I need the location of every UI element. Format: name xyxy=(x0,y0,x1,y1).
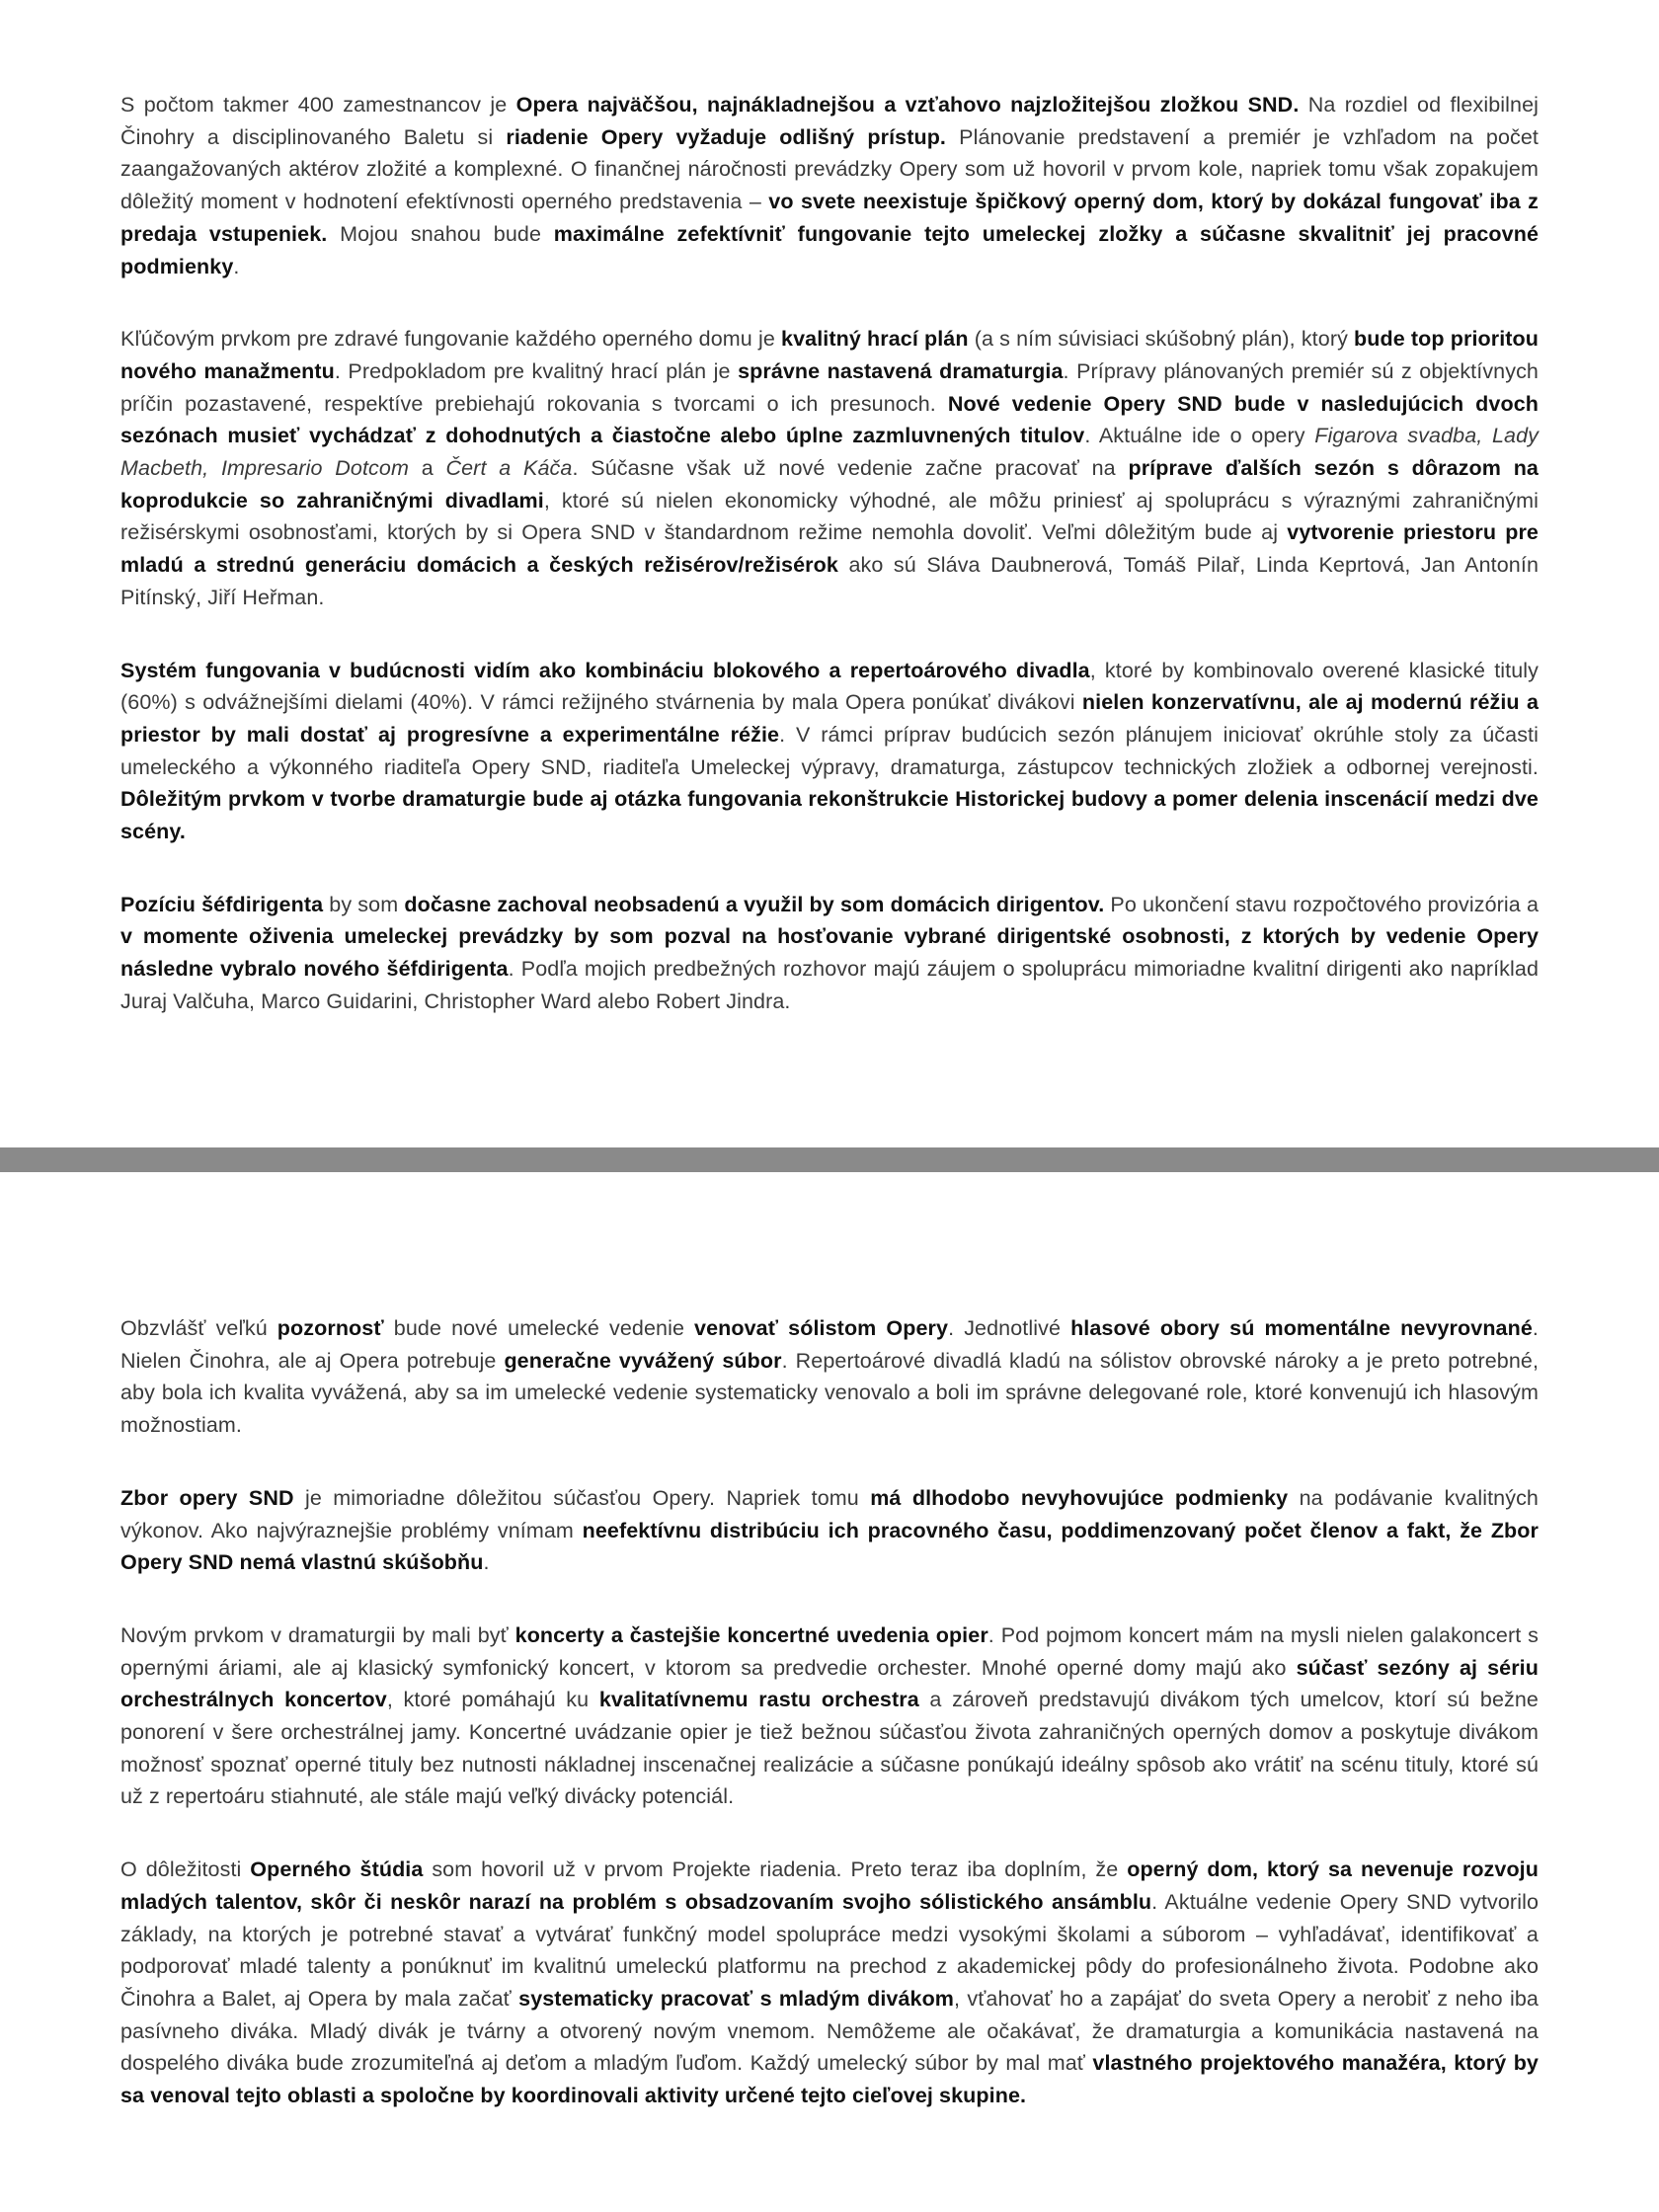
bold-text-run: dočasne zachoval neobsadenú a využil by som domácich dirigentov. xyxy=(404,892,1105,916)
paragraph-concerts xyxy=(120,1620,1539,1813)
text-run: . Podľa mojich predbežných rozhovor majú záujem o spoluprácu mimoriadne kvalitní dirigenti ako napríklad Juraj Valčuha, Marco Guidarini, Christopher Ward alebo Robert Jindra. xyxy=(120,957,1539,1013)
bold-text-run: Zbor opery SND xyxy=(120,1485,294,1510)
page-1-body xyxy=(120,89,1539,1059)
text-run: O dôležitosti xyxy=(120,1857,251,1882)
text-run: som hovoril už v prvom Projekte riadenia. Preto teraz iba doplním, že xyxy=(423,1857,1128,1882)
text-run: , ktoré sú nielen ekonomicky výhodné, ale môžu priniesť aj spoluprácu s výraznými zahraničnými režisérskymi osobnosťami, ktorých by si Opera SND v štandardnom režime nemohla dovoliť. Veľmi dôležitým bude aj xyxy=(120,488,1539,545)
bold-text-run: správne nastavená dramaturgia xyxy=(738,358,1064,383)
text-run: by som xyxy=(323,892,405,916)
bold-text-run: kvalitatívnemu rastu orchestra xyxy=(598,1688,919,1712)
text-run: a xyxy=(408,456,446,481)
bold-text-run: bude top prioritou nového manažmentu xyxy=(120,327,1540,383)
bold-text-run: Dôležitým prvkom v tvorbe dramaturgie bude aj otázka fungovania rekonštrukcie Historickej budovy a pomer delenia inscenácií medzi dve scény. xyxy=(120,787,1539,844)
bold-text-run: koncerty a častejšie koncertné uvedenia opier xyxy=(514,1622,988,1647)
text-run: . Aktuálne vedenie Opery SND vytvorilo základy, na ktorých je potrebné stavať a vytvárať funkčný model spolupráce medzi vysokými školami a súborom – vyhľadávať, identifikovať a podporovať mladé talenty a ponúknuť im kvalitnú umeleckú platformu na prechod z akademickej pôdy do profesionálneho života. Podobne ako Činohra a Balet, aj Opera by mala začať xyxy=(120,1889,1540,2011)
page-separator xyxy=(0,1147,1659,1172)
bold-text-run: generačne vyvážený súbor xyxy=(504,1348,782,1373)
text-run: S počtom takmer 400 zamestnancov je xyxy=(120,93,516,117)
text-run: bude nové umelecké vedenie xyxy=(383,1316,695,1340)
bold-text-run: vo svete neexistuje špičkový operný dom, ktorý by dokázal fungovať iba z predaja vstupeniek. xyxy=(120,190,1539,246)
bold-text-run: riadenie Opery vyžaduje odlišný prístup. xyxy=(506,124,947,149)
text-run: ako sú Sláva Daubnerová, Tomáš Pilař, Linda Keprtová, Jan Antonín Pitínský, Jiří Heřman. xyxy=(120,553,1540,609)
bold-text-run: Nové vedenie Opery SND bude v nasledujúcich dvoch sezónach musieť vychádzať z dohodnutých a čiastočne alebo úplne zazmluvnených titulov xyxy=(120,391,1539,448)
text-run: . Nielen Činohra, ale aj Opera potrebuje xyxy=(120,1316,1539,1373)
text-run: Na rozdiel od flexibilnej Činohry a disciplinovaného Baletu si xyxy=(120,93,1539,149)
text-run: (a s ním súvisiaci skúšobný plán), ktorý xyxy=(968,327,1355,352)
paragraph-chief-conductor xyxy=(120,889,1539,1018)
text-run: je mimoriadne dôležitou súčasťou Opery. Napriek tomu xyxy=(293,1485,871,1510)
italic-text-run: Čert a Káča xyxy=(445,456,573,481)
bold-text-run: systematicky pracovať s mladým divákom xyxy=(518,1986,955,2011)
text-run: . Prípravy plánovaných premiér sú z objektívnych príčin pozastavené, respektíve prebiehajú rokovania s tvorcami o ich presunoch. xyxy=(120,358,1539,416)
bold-text-run: operný dom, ktorý sa nevenuje rozvoju mladých talentov, skôr či neskôr narazí na problém s obsadzovaním svojho sólistického ansámblu xyxy=(120,1857,1539,1914)
paragraph-repertoire-plan xyxy=(120,323,1539,613)
text-run: . Súčasne však už nové vedenie začne pracovať na xyxy=(572,456,1129,481)
bold-text-run: hlasové obory sú momentálne nevyrovnané xyxy=(1070,1316,1533,1340)
document-page-2 xyxy=(0,1172,1659,2212)
text-run: , ktoré pomáhajú ku xyxy=(386,1688,599,1712)
text-run: Novým prvkom v dramaturgii by mali byť xyxy=(120,1622,515,1647)
bold-text-run: Systém fungovania v budúcnosti vidím ako kombináciu blokového a repertoárového divadla xyxy=(120,658,1090,682)
paragraph-soloists xyxy=(120,1312,1539,1442)
bold-text-run: v momente oživenia umeleckej prevádzky by som pozval na hosťovanie vybrané dirigentské osobnosti, z ktorých by vedenie Opery následne vybralo nového šéfdirigenta xyxy=(120,924,1539,982)
paragraph-opera-studio xyxy=(120,1854,1539,2112)
bold-text-run: vlastného projektového manažéra, ktorý by sa venoval tejto oblasti a spoločne by koordinovali aktivity určené tejto cieľovej skupine. xyxy=(120,2051,1539,2108)
text-run: a zároveň predstavujú divákom tých umelcov, ktorí sú bežne ponorení v šere orchestrálnej jamy. Koncertné uvádzanie opier je tiež bežnou súčasťou života zahraničných operných domov a poskytuje divákom možnosť spoznať operné tituly bez nutnosti nákladnej inscenačnej realizácie a súčasne ponúkajú ideálny spôsob ako vrátiť na scénu tituly, ktoré sú už z repertoáru stiahnuté, ale stále majú veľký divácky potenciál. xyxy=(120,1688,1539,1809)
text-run: Obzvlášť veľkú xyxy=(120,1316,277,1340)
italic-text-run: Figarova svadba, Lady Macbeth, Impresario Dotcom xyxy=(120,424,1539,481)
text-run: Kľúčovým prvkom pre zdravé fungovanie každého operného domu je xyxy=(120,327,782,352)
text-run: , vťahovať ho a zapájať do sveta Opery a nerobiť z neho iba pasívneho diváka. Mladý divák je tvárny a otvorený novým vnemom. Nemôžeme ale očakávať, že dramaturgia a komunikácia nastavená na dospelého diváka bude zrozumiteľná aj deťom a mladým ľuďom. Každý umelecký súbor by mal mať xyxy=(120,1986,1539,2076)
text-run: . xyxy=(233,254,240,278)
text-run: . Jednotlivé xyxy=(948,1316,1071,1340)
paragraph-opera-intro xyxy=(120,89,1539,282)
text-run: . Pod pojmom koncert mám na mysli nielen galakoncert s opernými áriami, ale aj klasický symfonický koncert, v ktorom sa predvedie orchester. Mnohé operné domy majú ako xyxy=(120,1622,1539,1680)
text-run: . Aktuálne ide o opery xyxy=(1084,424,1315,448)
text-run: . Predpokladom pre kvalitný hrací plán je xyxy=(334,358,739,383)
bold-text-run: maximálne zefektívniť fungovanie tejto umeleckej zložky a súčasne skvalitniť jej pracovné podmienky xyxy=(120,221,1539,278)
paragraph-choir xyxy=(120,1482,1539,1579)
text-run: Plánovanie predstavení a premiér je vzhľadom na počet zaangažovaných aktérov zložité a komplexné. O finančnej náročnosti prevádzky Opery som už hovoril v prvom kole, napriek tomu však zopakujem dôležitý moment v hodnotení efektívnosti operného predstavenia – xyxy=(120,124,1539,214)
page-2-body xyxy=(120,1312,1539,2153)
bold-text-run: Opera najväčšou, najnákladnejšou a vzťahovo najzložitejšou zložkou SND. xyxy=(515,93,1300,117)
text-run: . xyxy=(483,1550,490,1575)
paragraph-operating-system xyxy=(120,655,1539,848)
text-run: na podávanie kvalitných výkonov. Ako najvýraznejšie problémy vnímam xyxy=(120,1485,1539,1542)
bold-text-run: Operného štúdia xyxy=(250,1857,424,1882)
bold-text-run: vytvorenie priestoru pre mladú a strednú generáciu domácich a českých režisérov/režisérok xyxy=(120,520,1539,578)
bold-text-run: kvalitný hrací plán xyxy=(781,327,969,352)
text-run: Po ukončení stavu rozpočtového provizória a xyxy=(1104,892,1540,916)
text-run: , ktoré by kombinovalo overené klasické tituly (60%) s odvážnejšími dielami (40%). V rámci režijného stvárnenia by mala Opera ponúkať divákovi xyxy=(120,658,1540,715)
bold-text-run: príprave ďalších sezón s dôrazom na koprodukcie so zahraničnými divadlami xyxy=(120,456,1539,513)
bold-text-run: súčasť sezóny aj sériu orchestrálnych koncertov xyxy=(120,1655,1539,1712)
bold-text-run: nielen konzervatívnu, ale aj modernú réžiu a priestor by mali dostať aj progresívne a experimentálne réžie xyxy=(120,690,1540,747)
text-run: . Repertoárové divadlá kladú na sólistov obrovské nároky a je preto potrebné, aby bola ich kvalita vyvážená, aby sa im umelecké vedenie systematicky venovalo a boli im správne delegované role, ktoré konvenujú ich hlasovým možnostiam. xyxy=(120,1348,1540,1438)
bold-text-run: má dlhodobo nevyhovujúce podmienky xyxy=(870,1485,1289,1510)
text-run: Mojou snahou bude xyxy=(327,221,554,246)
bold-text-run: Pozíciu šéfdirigenta xyxy=(120,892,324,916)
bold-text-run: neefektívnu distribúciu ich pracovného času, poddimenzovaný počet členov a fakt, že Zbor Opery SND nemá vlastnú skúšobňu xyxy=(120,1518,1539,1575)
text-run: . V rámci príprav budúcich sezón plánujem iniciovať okrúhle stoly za účasti umeleckého a výkonného riaditeľa Opery SND, riaditeľa Umeleckej výpravy, dramaturga, zástupcov technických zložiek a odbornej verejnosti. xyxy=(120,722,1540,779)
bold-text-run: pozornosť xyxy=(276,1316,384,1340)
bold-text-run: venovať sólistom Opery xyxy=(694,1316,949,1340)
